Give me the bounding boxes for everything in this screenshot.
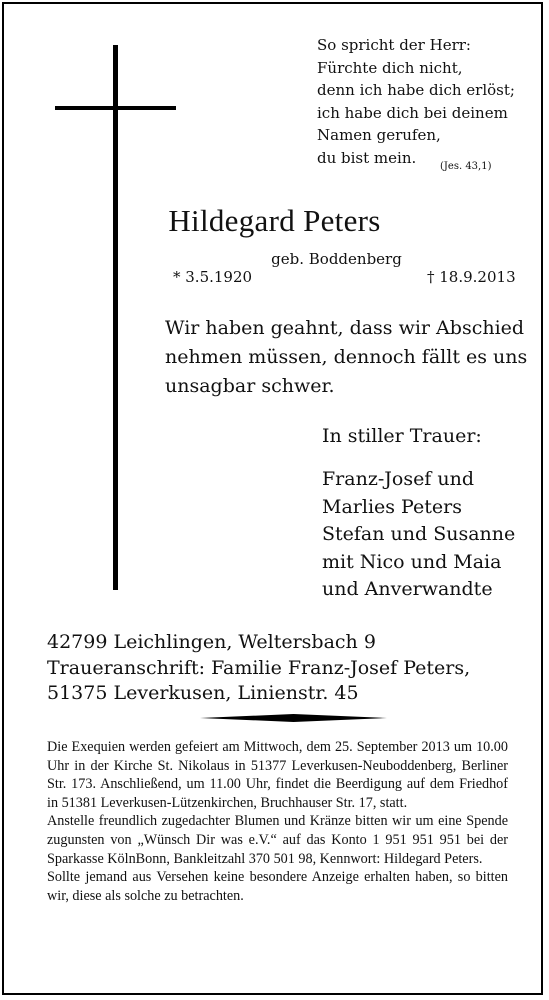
deceased-name: Hildegard Peters [168, 203, 381, 238]
verse-reference: (Jes. 43,1) [440, 161, 492, 172]
notice-paragraph: Sollte jemand aus Versehen keine besondere Anzeige erhalten haben, so bitten wir, diese als solche zu betrachten. [47, 869, 508, 904]
bible-verse [317, 34, 532, 169]
death-date: † 18.9.2013 [427, 268, 516, 286]
cross-icon-crossbar [55, 106, 176, 110]
address-line: Traueranschrift: Familie Franz-Josef Peters, [47, 656, 471, 679]
notice-paragraph: Die Exequien werden gefeiert am Mittwoch, dem 25. September 2013 um 10.00 Uhr in der Kirche St. Nikolaus in 51377 Leverkusen-Neuboddenberg, Berliner Str. 173. Anschließend, um 11.00 Uhr, findet die Beerdigung auf dem Friedhof in 51381 Leverkusen-Lützenkirchen, Bruchhauser Str. 17, statt. [47, 739, 508, 811]
verse-line: So spricht der Herr: [317, 36, 471, 54]
birth-name: geb. Boddenberg [271, 250, 402, 268]
address-line: 51375 Leverkusen, Linienstr. 45 [47, 682, 359, 704]
mourning-header: In stiller Trauer: [322, 425, 482, 447]
mourner-line: mit Nico und Maia [322, 550, 502, 573]
intro-line: Wir haben geahnt, dass wir Abschied [165, 317, 525, 339]
intro-line: nehmen müssen, dennoch fällt es uns [165, 346, 528, 368]
cross-icon [113, 45, 118, 590]
verse-line: du bist mein. [317, 148, 417, 167]
mourner-line: Marlies Peters [322, 495, 462, 518]
verse-line: Fürchte dich nicht, [317, 58, 463, 77]
mourner-line: Stefan und Susanne [322, 523, 516, 545]
verse-line: ich habe dich bei deinem [317, 103, 508, 122]
mourner-line: Franz-Josef und [322, 468, 475, 490]
mourner-line: und Anverwandte [322, 578, 493, 600]
address-block [47, 630, 470, 707]
notice-paragraph: Anstelle freundlich zugedachter Blumen und Kränze bitten wir um eine Spende zugunsten von „Wünsch Dir was e.V.“ auf das Konto 1 951 951 951 bei der Sparkasse KölnBonn, Bankleitzahl 370 501 98, Kennwort: Hildegard Peters. [47, 813, 508, 867]
mourners-list [322, 466, 515, 604]
address-line: 42799 Leichlingen, Weltersbach 9 [47, 631, 376, 653]
birth-date: * 3.5.1920 [173, 268, 253, 286]
intro-text [165, 314, 535, 401]
divider-line [200, 714, 387, 722]
intro-line: unsagbar schwer. [165, 375, 335, 397]
verse-line: denn ich habe dich erlöst; [317, 81, 515, 99]
verse-line: Namen gerufen, [317, 126, 441, 144]
notice-text [47, 738, 508, 905]
